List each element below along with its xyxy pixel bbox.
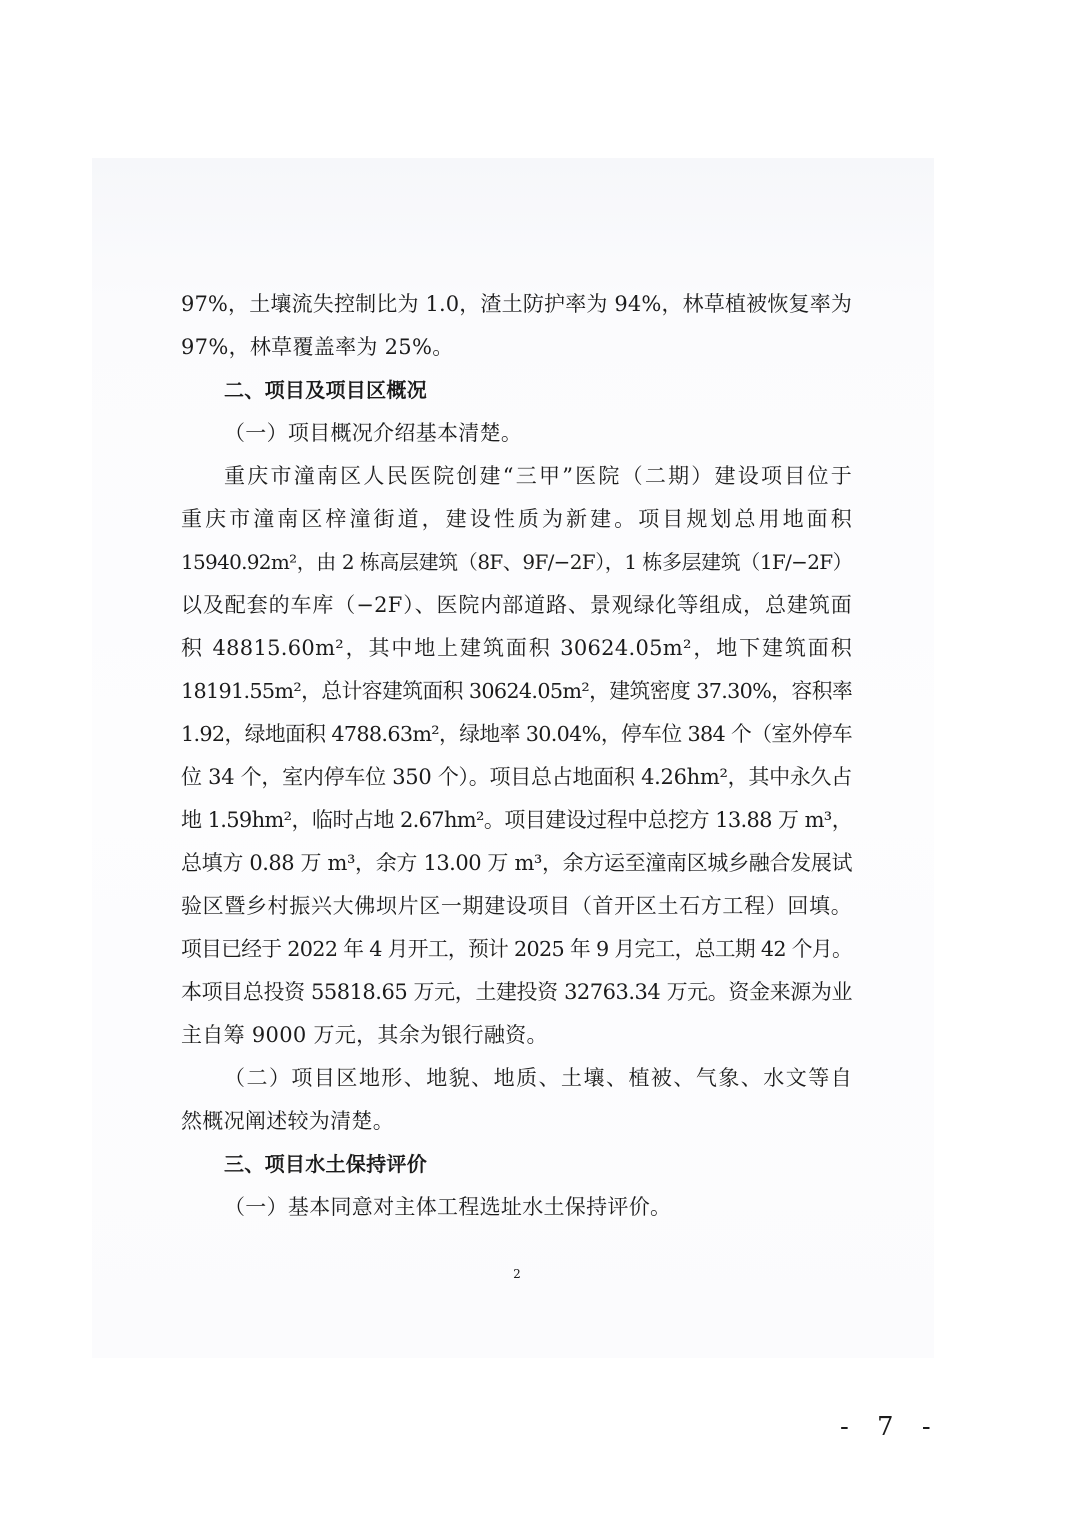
body-line: 项目已经于 2022 年 4 月开工，预计 2025 年 9 月完工，总工期 42 个月。 [181,937,852,961]
body-line: 1.92，绿地面积 4788.63m²，绿地率 30.04%，停车位 384 个（室外停车 [181,722,852,746]
section-heading: 三、项目水土保持评价 [224,1152,427,1176]
body-line: 地 1.59hm²，临时占地 2.67hm²。项目建设过程中总挖方 13.88 万 m³， [181,808,852,832]
subsection-line: （一）基本同意对主体工程选址水土保持评价。 [224,1195,672,1219]
subsection-line: （二）项目区地形、地貌、地质、土壤、植被、气象、水文等自 [224,1066,852,1090]
body-line: 15940.92m²，由 2 栋高层建筑（8F、9F/−2F），1 栋多层建筑（1F/−2F） [181,550,852,574]
body-line: 重庆市潼南区梓潼街道，建设性质为新建。项目规划总用地面积 [181,507,852,531]
page-footer-number: - 7 - [840,1412,941,1442]
body-line: 位 34 个，室内停车位 350 个）。项目总占地面积 4.26hm²，其中永久占 [181,765,852,789]
body-line: 97%，土壤流失控制比为 1.0，渣土防护率为 94%，林草植被恢复率为 [181,292,852,316]
section-heading: 二、项目及项目区概况 [224,378,427,402]
body-line: 97%，林草覆盖率为 25%。 [181,335,454,359]
body-line: 主自筹 9000 万元，其余为银行融资。 [181,1023,548,1047]
inner-page-number: 2 [513,1267,521,1281]
body-line: 重庆市潼南区人民医院创建“三甲”医院（二期）建设项目位于 [224,464,852,488]
body-line: 18191.55m²，总计容建筑面积 30624.05m²，建筑密度 37.30%，容积率 [181,679,852,703]
subsection-line: （一）项目概况介绍基本清楚。 [224,421,523,445]
body-line: 积 48815.60m²，其中地上建筑面积 30624.05m²，地下建筑面积 [181,636,852,660]
body-line: 验区暨乡村振兴大佛坝片区一期建设项目（首开区土石方工程）回填。 [181,894,852,918]
body-line: 本项目总投资 55818.65 万元，土建投资 32763.34 万元。资金来源为业 [181,980,852,1004]
body-line: 然概况阐述较为清楚。 [181,1109,394,1133]
body-line: 总填方 0.88 万 m³，余方 13.00 万 m³，余方运至潼南区城乡融合发展试 [181,851,852,875]
body-line: 以及配套的车库（−2F）、医院内部道路、景观绿化等组成，总建筑面 [181,593,852,617]
